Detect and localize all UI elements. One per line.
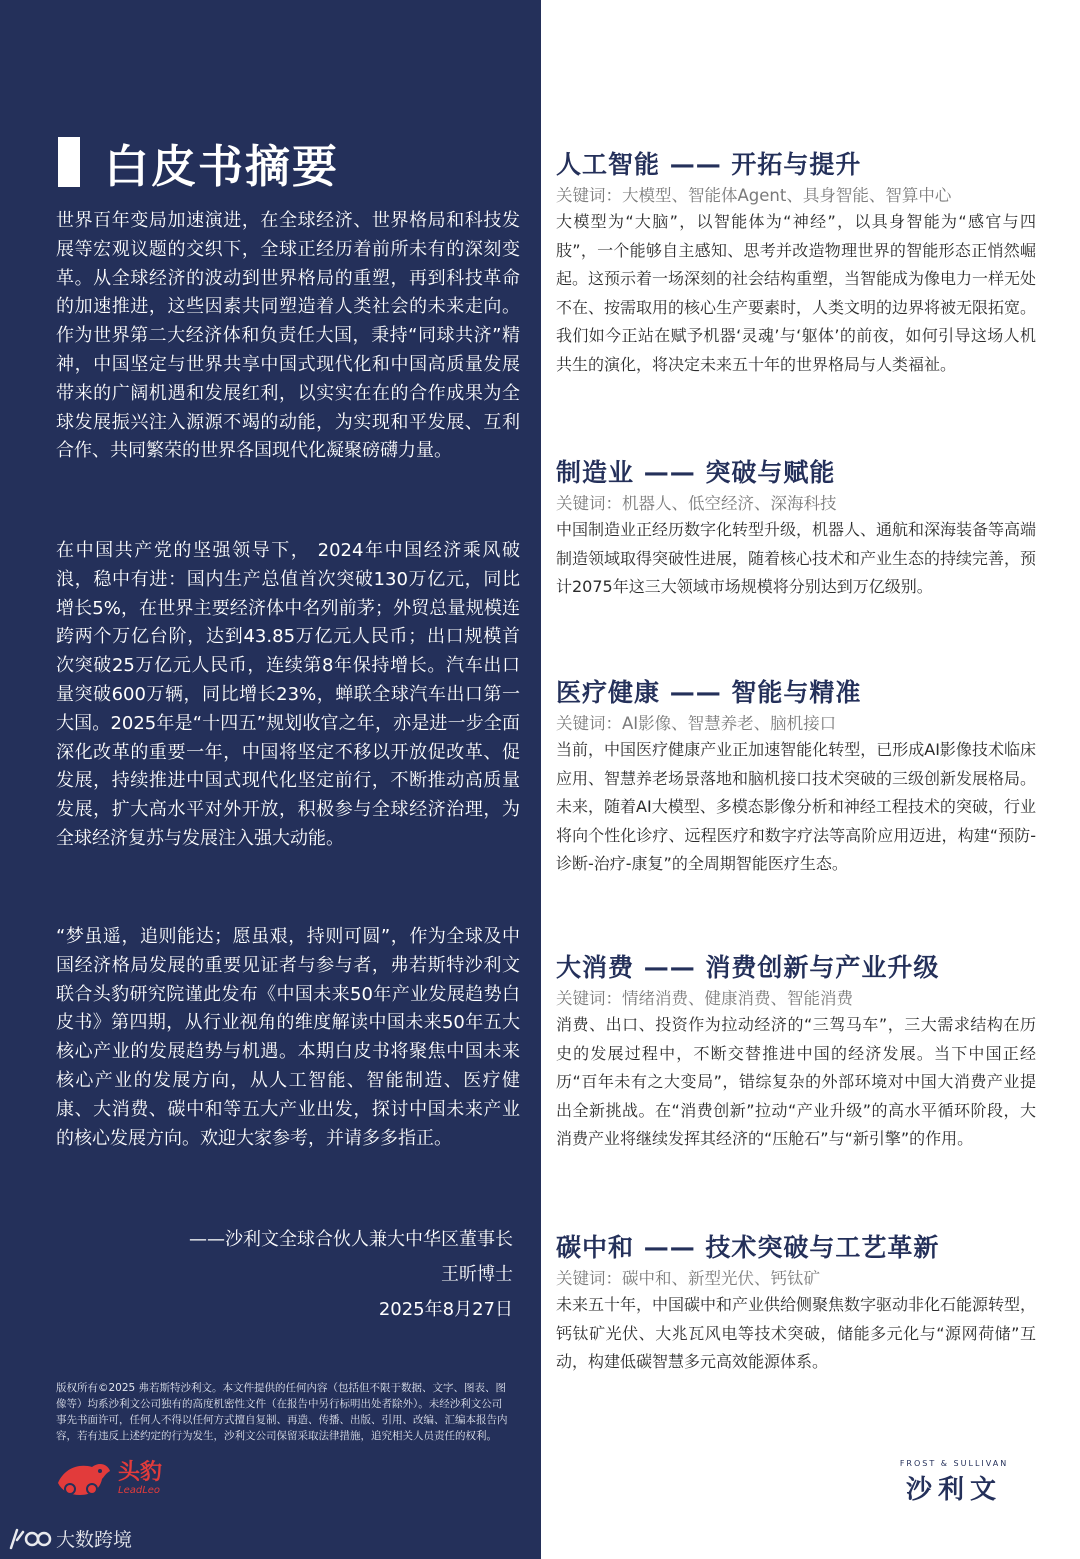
leopard-icon (56, 1459, 112, 1499)
leadleo-logo (56, 1457, 162, 1501)
watermark-text: 大数跨境 (56, 1529, 133, 1551)
section-consumption (556, 951, 1036, 1154)
section-body: 消费、出口、投资作为拉动经济的“三驾马车”，三大需求结构在历史的发展过程中，不断交替推进中国的经济发展。当下中国正经历“百年未有之大变局”，错综复杂的外部环境对中国大消费产业提出全新挑战。在“消费创新”拉动“产业升级”的高水平循环阶段，大消费产业将继续发挥其经济的“压舱石”与“新引擎”的作用。 (556, 1015, 1036, 1148)
signature-name: 王昕博士 (441, 1264, 513, 1285)
section-carbon-neutral (556, 1231, 1036, 1377)
summary-paragraph: “梦虽遥，追则能达；愿虽艰，持则可圆”，作为全球及中国经济格局发展的重要见证者与参与者，弗若斯特沙利文联合头豹研究院谨此发布《中国未来50年产业发展趋势白皮书》第四期，从行业视角的维度解读中国未来50年五大核心产业的发展趋势与机遇。本期白皮书将聚焦中国未来核心产业的发展方向，从人工智能、智能制造、医疗健康、大消费、碳中和等五大产业出发，探讨中国未来产业的核心发展方向。欢迎大家参考，并请多多指正。 (56, 926, 520, 1149)
section-ai (556, 148, 1036, 379)
section-title: 碳中和 —— 技术突破与工艺革新 (556, 1233, 940, 1262)
section-keywords: 关键词：大模型、智能体Agent、具身智能、智算中心 (556, 186, 952, 205)
section-title: 人工智能 —— 开拓与提升 (556, 150, 862, 179)
frost-sullivan-logo (880, 1459, 1028, 1506)
section-keywords: 关键词：情绪消费、健康消费、智能消费 (556, 989, 853, 1008)
page-title: 白皮书摘要 (104, 139, 340, 193)
section-body: 大模型为“大脑”，以智能体为“神经”，以具身智能为“感官与四肢”，一个能够自主感知、思考并改造物理世界的智能形态正悄然崛起。这预示着一场深刻的社会结构重塑，当智能成为像电力一样无处不在、按需取用的核心生产要素时，人类文明的边界将被无限拓宽。我们如今正站在赋予机器‘灵魂’与‘躯体’的前夜，如何引导这场人机共生的演化，将决定未来五十年的世界格局与人类福祉。 (556, 212, 1037, 374)
watermark (8, 1525, 132, 1552)
watermark-icon (8, 1526, 52, 1552)
leadleo-logo-en: LeadLeo (118, 1485, 161, 1496)
section-healthcare (556, 676, 1036, 879)
section-keywords: 关键词：机器人、低空经济、深海科技 (556, 494, 837, 513)
section-body: 中国制造业正经历数字化转型升级，机器人、通航和深海装备等高端制造领域取得突破性进展，随着核心技术和产业生态的持续完善，预计2075年这三大领域市场规模将分别达到万亿级别。 (556, 520, 1037, 596)
copyright-notice: 版权所有©2025 弗若斯特沙利文。本文件提供的任何内容（包括但不限于数据、文字、图表、图像等）均系沙利文公司独有的高度机密性文件（在报告中另行标明出处者除外）。未经沙利文公司事先书面许可，任何人不得以任何方式擅自复制、再造、传播、出版、引用、改编、汇编本报告内容，若有违反上述约定的行为发生，沙利文公司保留采取法律措施，追究相关人员责任的权利。 (56, 1382, 508, 1442)
signature-role: ——沙利文全球合伙人兼大中华区董事长 (189, 1229, 513, 1250)
summary-paragraph: 在中国共产党的坚强领导下， 2024年中国经济乘风破浪，稳中有进：国内生产总值首次突破130万亿元，同比增长5%，在世界主要经济体中名列前茅；外贸总量规模连跨两个万亿台阶，达到43.85万亿元人民币；出口规模首次突破25万亿元人民币，连续第8年保持增长。汽车出口量突破600万辆，同比增长23%，蝉联全球汽车出口第一大国。2025年是“十四五”规划收官之年，亦是进一步全面深化改革的重要一年，中国将坚定不移以开放促改革、促发展，持续推进中国式现代化坚定前行，不断推动高质量发展，扩大高水平对外开放，积极参与全球经济治理，为全球经济复苏与发展注入强大动能。 (56, 540, 520, 849)
summary-paragraph: 世界百年变局加速演进，在全球经济、世界格局和科技发展等宏观议题的交织下，全球正经历着前所未有的深刻变革。从全球经济的波动到世界格局的重塑，再到科技革命的加速推进，这些因素共同塑造着人类社会的未来走向。作为世界第二大经济体和负责任大国，秉持“同球共济”精神，中国坚定与世界共享中国式现代化和中国高质量发展带来的广阔机遇和发展红利，以实实在在的合作成果为全球发展振兴注入源源不竭的动能，为实现和平发展、互利合作、共同繁荣的世界各国现代化凝聚磅礴力量。 (56, 210, 520, 462)
summary-title-block (58, 134, 340, 193)
section-body: 未来五十年，中国碳中和产业供给侧聚焦数字驱动非化石能源转型，钙钛矿光伏、大兆瓦风电等技术突破，储能多元化与“源网荷储”互动，构建低碳智慧多元高效能源体系。 (556, 1295, 1037, 1371)
frost-sullivan-logo-en: FROST & SULLIVAN (899, 1459, 1009, 1468)
section-keywords: 关键词：AI影像、智慧养老、脑机接口 (556, 714, 837, 733)
section-title: 大消费 —— 消费创新与产业升级 (556, 953, 940, 982)
section-keywords: 关键词：碳中和、新型光伏、钙钛矿 (556, 1269, 820, 1288)
frost-sullivan-logo-cn: 沙利文 (905, 1475, 1002, 1505)
signature-date: 2025年8月27日 (378, 1299, 513, 1320)
section-title: 制造业 —— 突破与赋能 (556, 458, 836, 487)
leadleo-logo-cn: 头豹 (118, 1460, 163, 1485)
title-bar-marker (58, 137, 80, 187)
section-manufacturing (556, 456, 1036, 602)
section-body: 当前，中国医疗健康产业正加速智能化转型，已形成AI影像技术临床应用、智慧养老场景落地和脑机接口技术突破的三级创新发展格局。未来，随着AI大模型、多模态影像分析和神经工程技术的突破，行业将向个性化诊疗、远程医疗和数字疗法等高阶应用迈进，构建“预防-诊断-治疗-康复”的全周期智能医疗生态。 (556, 740, 1037, 873)
industry-panel (541, 0, 1080, 1559)
section-title: 医疗健康 —— 智能与精准 (556, 678, 862, 707)
